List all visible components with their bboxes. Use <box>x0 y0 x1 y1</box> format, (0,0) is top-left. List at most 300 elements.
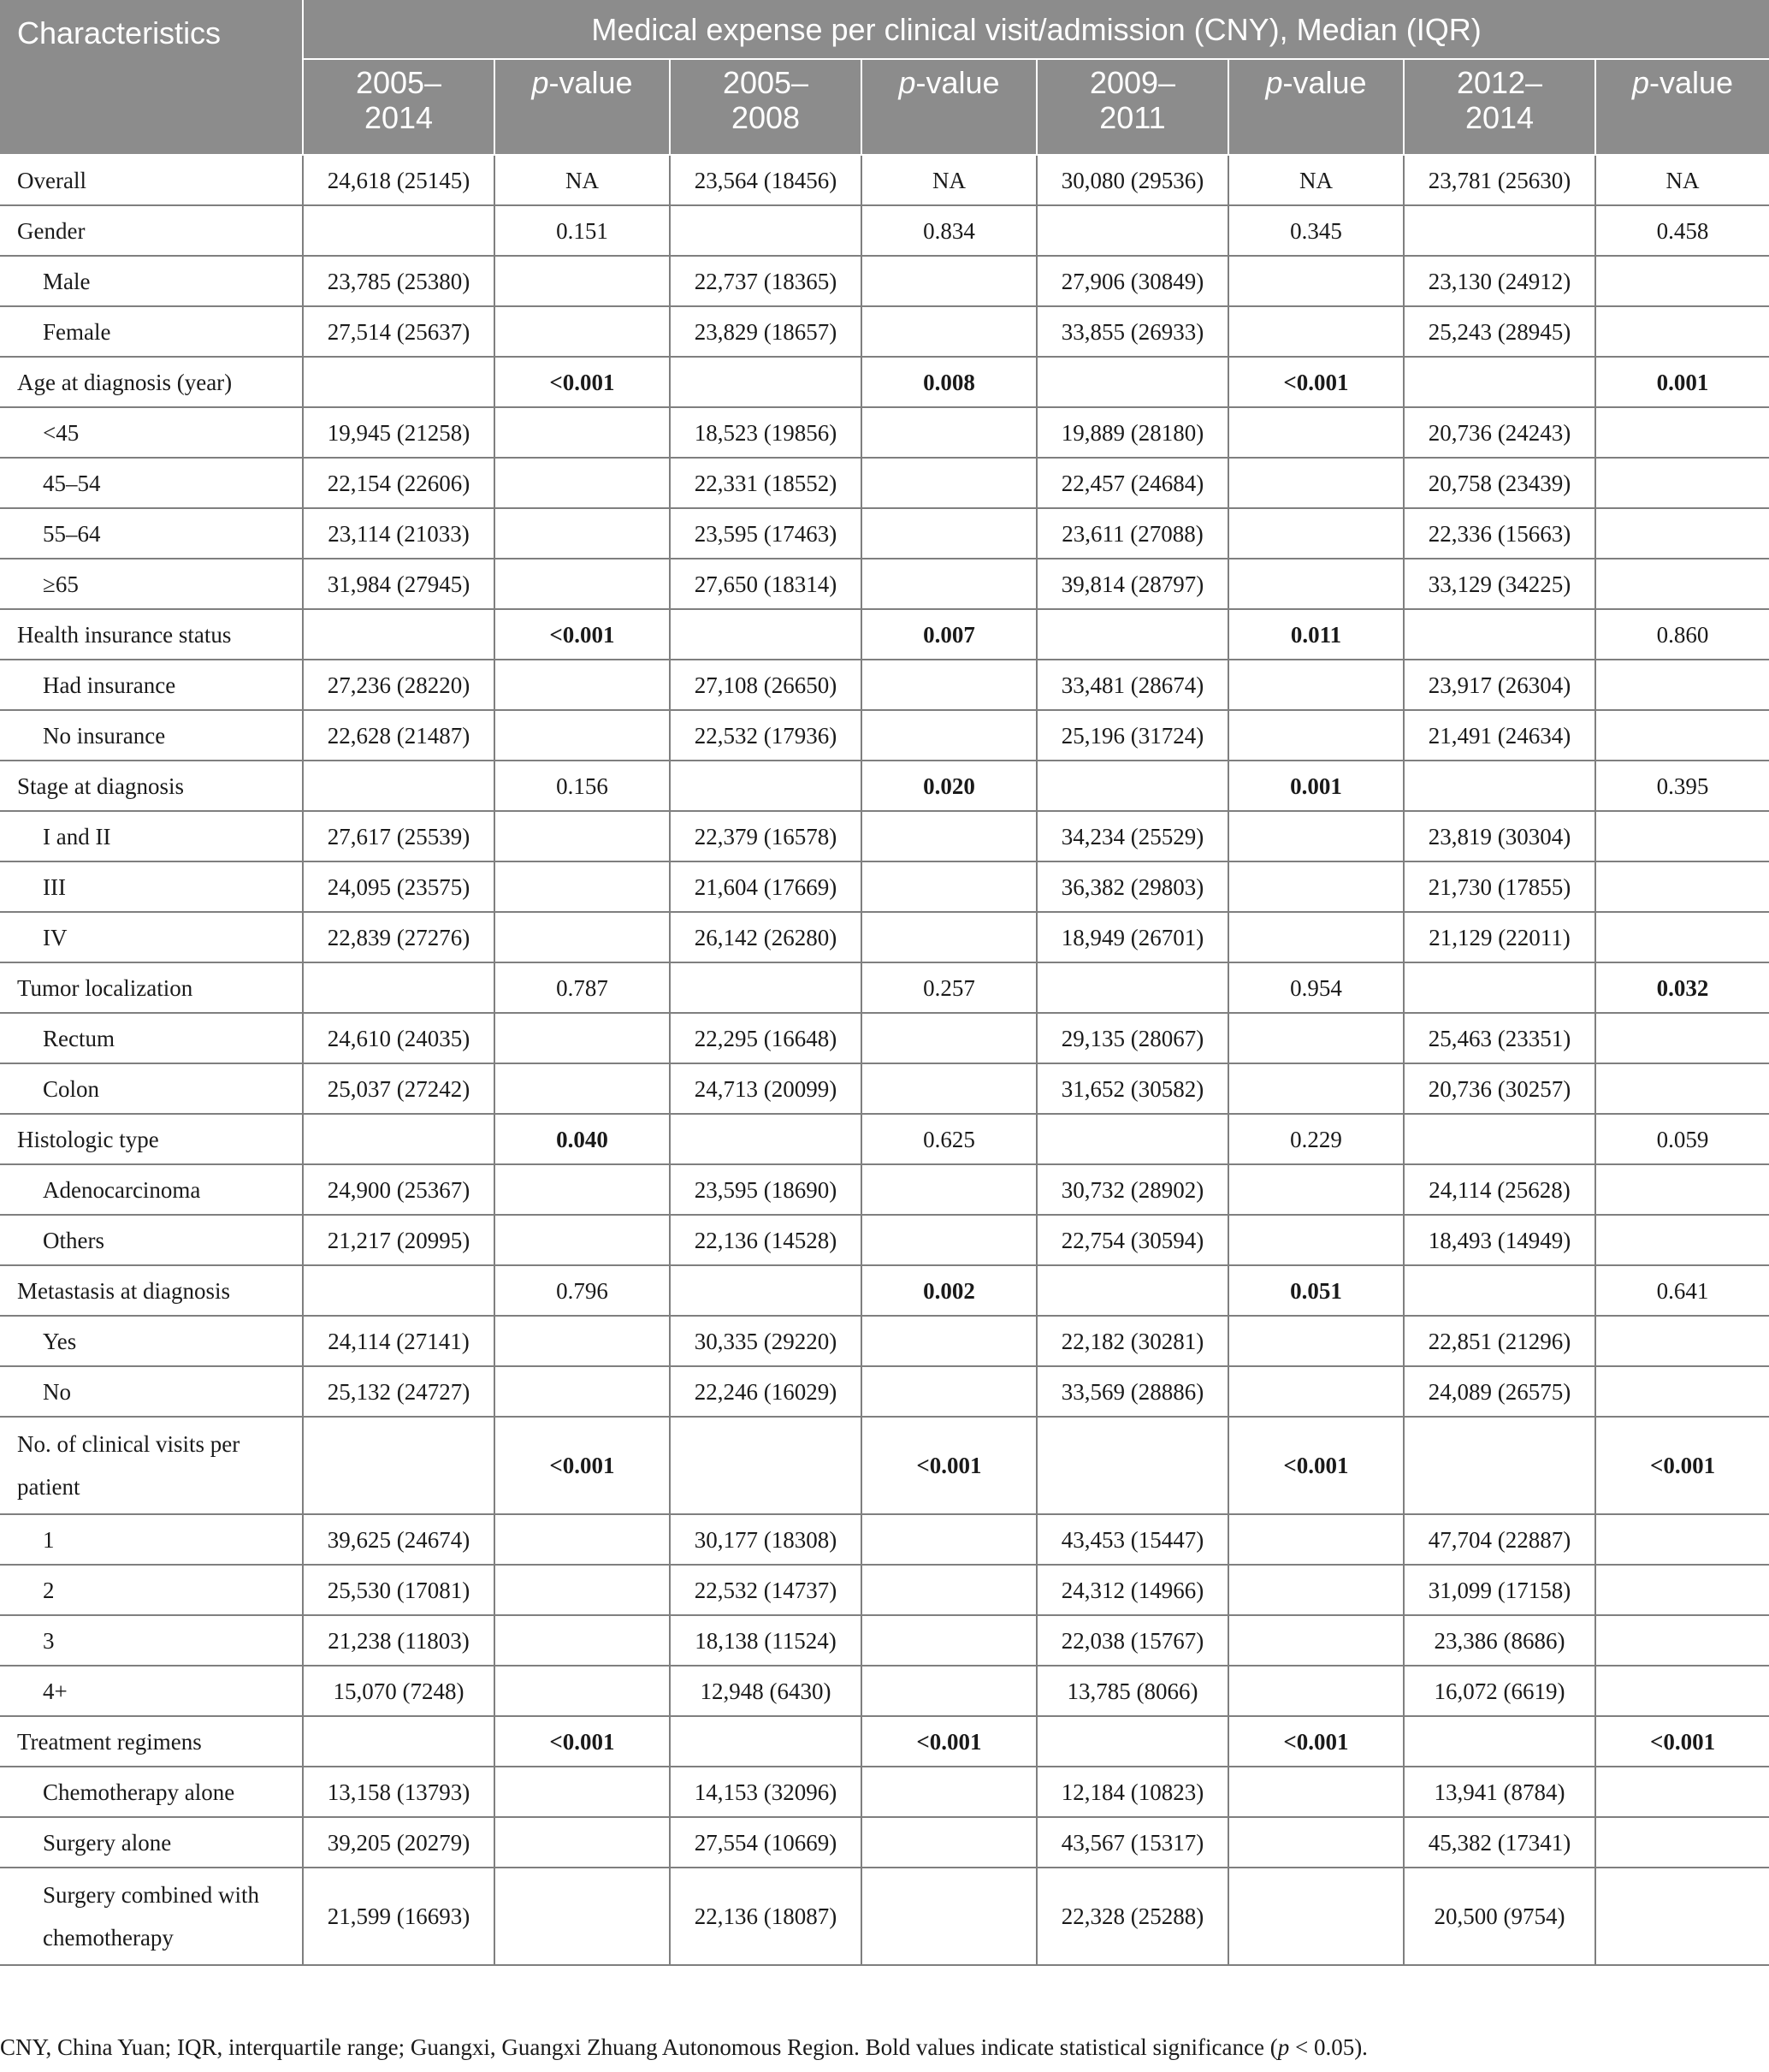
p-value-cell: 0.954 <box>1228 962 1404 1013</box>
expense-cell <box>1404 962 1595 1013</box>
expense-cell: 22,532 (14737) <box>670 1565 861 1615</box>
row-label: Stage at diagnosis <box>0 761 303 811</box>
expense-cell <box>1037 1417 1228 1514</box>
p-value-cell <box>861 1013 1037 1063</box>
p-value-cell <box>1595 458 1769 508</box>
table-row <box>0 1417 1769 1514</box>
p-value-cell <box>1595 559 1769 609</box>
expense-cell: 27,236 (28220) <box>303 660 494 710</box>
p-value-cell <box>861 811 1037 861</box>
p-value-cell <box>494 1615 670 1666</box>
p-value-cell <box>861 1615 1037 1666</box>
significant-p-value: <0.001 <box>1283 1728 1349 1755</box>
table-footnote: CNY, China Yuan; IQR, interquartile range; Guangxi, Guangxi Zhuang Autonomous Region. Bold values indicate statistical significance (p < 0.05). <box>0 2034 1368 2060</box>
significant-p-value: <0.001 <box>549 369 615 395</box>
p-value-cell: 0.641 <box>1595 1265 1769 1316</box>
significant-p-value: 0.008 <box>923 369 975 395</box>
expense-cell: 18,523 (19856) <box>670 407 861 458</box>
significant-p-value: 0.032 <box>1656 974 1709 1001</box>
p-value-cell <box>1228 1716 1404 1767</box>
expense-cell: 22,839 (27276) <box>303 912 494 962</box>
table-row <box>0 1215 1769 1265</box>
expense-cell: 22,737 (18365) <box>670 256 861 306</box>
significant-p-value: <0.001 <box>916 1453 982 1478</box>
significant-p-value: 0.007 <box>923 621 975 648</box>
expense-cell <box>303 609 494 660</box>
p-value-cell <box>1595 1366 1769 1417</box>
expense-cell <box>1404 609 1595 660</box>
expense-cell: 22,336 (15663) <box>1404 508 1595 559</box>
p-value-cell <box>1595 1767 1769 1817</box>
expense-cell: 22,038 (15767) <box>1037 1615 1228 1666</box>
expense-cell <box>1037 761 1228 811</box>
row-label: ≥65 <box>0 559 303 609</box>
expense-cell: 22,328 (25288) <box>1037 1868 1228 1965</box>
expense-cell: 21,599 (16693) <box>303 1868 494 1965</box>
expense-cell: 23,595 (18690) <box>670 1164 861 1215</box>
expense-cell: 47,704 (22887) <box>1404 1514 1595 1565</box>
p-value-cell <box>1228 1316 1404 1366</box>
table-row <box>0 1265 1769 1316</box>
expense-cell: 22,379 (16578) <box>670 811 861 861</box>
expense-cell: 33,569 (28886) <box>1037 1366 1228 1417</box>
expense-cell: 33,129 (34225) <box>1404 559 1595 609</box>
table-row <box>0 912 1769 962</box>
expense-cell <box>1404 761 1595 811</box>
expense-cell: 21,238 (11803) <box>303 1615 494 1666</box>
row-label: Chemotherapy alone <box>0 1767 303 1817</box>
significant-p-value: <0.001 <box>916 1728 982 1755</box>
significant-p-value: <0.001 <box>1283 369 1349 395</box>
expense-cell: 22,331 (18552) <box>670 458 861 508</box>
expense-cell: 22,295 (16648) <box>670 1013 861 1063</box>
p-value-cell <box>1228 609 1404 660</box>
p-value-cell <box>1595 407 1769 458</box>
p-value-cell <box>1595 861 1769 912</box>
expense-cell: 23,819 (30304) <box>1404 811 1595 861</box>
expense-cell <box>670 761 861 811</box>
p-value-cell <box>494 357 670 407</box>
p-value-cell <box>494 1114 670 1164</box>
expense-cell <box>1037 205 1228 256</box>
expense-cell: 20,500 (9754) <box>1404 1868 1595 1965</box>
p-value-cell: 0.156 <box>494 761 670 811</box>
expense-cell: 21,217 (20995) <box>303 1215 494 1265</box>
table-row <box>0 1114 1769 1164</box>
expense-cell <box>1037 1716 1228 1767</box>
expense-cell: 24,114 (27141) <box>303 1316 494 1366</box>
expense-cell: 30,080 (29536) <box>1037 155 1228 205</box>
period-header-2009-2011: 2009– 2011 <box>1037 59 1228 155</box>
expense-cell <box>303 357 494 407</box>
expense-cell <box>670 962 861 1013</box>
p-value-cell <box>1228 256 1404 306</box>
table-row <box>0 1868 1769 1965</box>
p-value-cell <box>1595 306 1769 357</box>
p-value-cell <box>1595 660 1769 710</box>
p-value-cell <box>1595 1565 1769 1615</box>
p-value-cell: 0.860 <box>1595 609 1769 660</box>
p-value-cell <box>1228 1666 1404 1716</box>
table-row <box>0 1565 1769 1615</box>
p-value-cell: 0.458 <box>1595 205 1769 256</box>
p-value-cell <box>861 357 1037 407</box>
row-label: III <box>0 861 303 912</box>
row-label: 4+ <box>0 1666 303 1716</box>
p-value-cell <box>861 1164 1037 1215</box>
row-label: No insurance <box>0 710 303 761</box>
table-row <box>0 205 1769 256</box>
expense-cell: 14,153 (32096) <box>670 1767 861 1817</box>
p-value-header: p-value <box>861 59 1037 155</box>
expense-cell: 31,984 (27945) <box>303 559 494 609</box>
table-row <box>0 962 1769 1013</box>
table-row <box>0 1716 1769 1767</box>
p-value-cell: 0.059 <box>1595 1114 1769 1164</box>
p-value-cell <box>1228 306 1404 357</box>
p-value-cell <box>1595 357 1769 407</box>
expense-cell: 27,906 (30849) <box>1037 256 1228 306</box>
expense-cell: 31,652 (30582) <box>1037 1063 1228 1114</box>
p-value-cell <box>494 1868 670 1965</box>
row-label: Female <box>0 306 303 357</box>
table-row <box>0 1514 1769 1565</box>
p-value-cell <box>1595 1013 1769 1063</box>
p-value-cell: 0.257 <box>861 962 1037 1013</box>
expense-cell: 30,177 (18308) <box>670 1514 861 1565</box>
p-value-cell <box>1228 1366 1404 1417</box>
expense-cell <box>1404 357 1595 407</box>
table-row <box>0 761 1769 811</box>
expense-cell: 13,941 (8784) <box>1404 1767 1595 1817</box>
expense-cell: 18,138 (11524) <box>670 1615 861 1666</box>
row-label: Surgery combined with chemotherapy <box>0 1868 303 1965</box>
table-row <box>0 508 1769 559</box>
p-value-cell <box>861 609 1037 660</box>
row-label: Surgery alone <box>0 1817 303 1868</box>
expense-cell: 18,493 (14949) <box>1404 1215 1595 1265</box>
expense-cell: 24,095 (23575) <box>303 861 494 912</box>
p-value-cell <box>861 1265 1037 1316</box>
expense-cell: 19,945 (21258) <box>303 407 494 458</box>
p-value-cell <box>494 1565 670 1615</box>
p-value-cell <box>494 407 670 458</box>
p-value-cell <box>1228 458 1404 508</box>
expense-cell <box>303 205 494 256</box>
expense-cell: 25,037 (27242) <box>303 1063 494 1114</box>
row-label: Had insurance <box>0 660 303 710</box>
p-value-cell: NA <box>1228 155 1404 205</box>
p-value-cell <box>494 1716 670 1767</box>
p-value-cell <box>861 407 1037 458</box>
p-value-cell <box>1228 1514 1404 1565</box>
p-value-cell <box>494 912 670 962</box>
table-row <box>0 1316 1769 1366</box>
p-value-cell <box>1228 912 1404 962</box>
p-value-cell <box>1595 1817 1769 1868</box>
table-row <box>0 660 1769 710</box>
expense-cell <box>670 1114 861 1164</box>
p-value-cell <box>494 1366 670 1417</box>
period-header-2005-2014: 2005– 2014 <box>303 59 494 155</box>
p-value-cell <box>861 1666 1037 1716</box>
significant-p-value: 0.001 <box>1290 773 1342 799</box>
row-label: Histologic type <box>0 1114 303 1164</box>
significant-p-value: <0.001 <box>549 621 615 648</box>
table-row <box>0 1615 1769 1666</box>
p-value-cell <box>494 1767 670 1817</box>
row-label: Yes <box>0 1316 303 1366</box>
p-value-cell <box>1228 1767 1404 1817</box>
p-value-cell <box>861 710 1037 761</box>
p-value-cell <box>861 1716 1037 1767</box>
expense-cell: 24,900 (25367) <box>303 1164 494 1215</box>
significant-p-value: <0.001 <box>549 1453 615 1478</box>
expense-cell: 23,114 (21033) <box>303 508 494 559</box>
p-value-cell <box>1595 1063 1769 1114</box>
p-value-cell <box>861 306 1037 357</box>
expense-cell: 30,335 (29220) <box>670 1316 861 1366</box>
characteristics-header: Characteristics <box>0 0 303 155</box>
expense-cell: 12,948 (6430) <box>670 1666 861 1716</box>
p-value-cell: 0.229 <box>1228 1114 1404 1164</box>
p-value-cell <box>1228 559 1404 609</box>
p-value-cell <box>1228 407 1404 458</box>
expense-cell <box>1037 1114 1228 1164</box>
expense-cell: 15,070 (7248) <box>303 1666 494 1716</box>
p-value-cell <box>1228 1565 1404 1615</box>
expense-cell <box>1037 609 1228 660</box>
p-value-cell <box>1595 1716 1769 1767</box>
expense-cell: 21,604 (17669) <box>670 861 861 912</box>
p-value-cell <box>494 1316 670 1366</box>
expense-cell <box>1037 357 1228 407</box>
p-value-cell <box>1228 761 1404 811</box>
expense-cell: 39,205 (20279) <box>303 1817 494 1868</box>
row-label: Male <box>0 256 303 306</box>
row-label: 55–64 <box>0 508 303 559</box>
p-value-cell <box>1595 912 1769 962</box>
row-label: Gender <box>0 205 303 256</box>
p-value-cell <box>1228 1164 1404 1215</box>
expense-cell <box>303 1114 494 1164</box>
table-row <box>0 458 1769 508</box>
significant-p-value: 0.051 <box>1290 1277 1342 1304</box>
expense-cell: 24,713 (20099) <box>670 1063 861 1114</box>
p-value-cell <box>494 710 670 761</box>
expense-cell: 24,089 (26575) <box>1404 1366 1595 1417</box>
table-row <box>0 710 1769 761</box>
row-label: 3 <box>0 1615 303 1666</box>
row-label: Health insurance status <box>0 609 303 660</box>
expense-cell: 13,785 (8066) <box>1037 1666 1228 1716</box>
table-header <box>0 0 1769 155</box>
p-value-cell: NA <box>1595 155 1769 205</box>
p-value-cell <box>1228 861 1404 912</box>
p-value-cell <box>494 1417 670 1514</box>
table-row <box>0 1666 1769 1716</box>
table-row <box>0 357 1769 407</box>
expense-cell: 23,386 (8686) <box>1404 1615 1595 1666</box>
p-value-cell <box>1228 660 1404 710</box>
expense-cell: 27,514 (25637) <box>303 306 494 357</box>
p-value-cell <box>494 508 670 559</box>
p-value-cell <box>494 559 670 609</box>
expense-cell: 22,754 (30594) <box>1037 1215 1228 1265</box>
p-value-cell <box>1595 1514 1769 1565</box>
expense-cell: 19,889 (28180) <box>1037 407 1228 458</box>
expense-cell <box>1404 1716 1595 1767</box>
expense-cell: 22,182 (30281) <box>1037 1316 1228 1366</box>
expense-cell: 22,136 (18087) <box>670 1868 861 1965</box>
expense-cell <box>1404 1417 1595 1514</box>
expense-cell: 34,234 (25529) <box>1037 811 1228 861</box>
p-value-cell <box>494 660 670 710</box>
table-row <box>0 407 1769 458</box>
p-value-cell <box>1595 962 1769 1013</box>
row-label: Overall <box>0 155 303 205</box>
expense-cell: 23,564 (18456) <box>670 155 861 205</box>
expense-cell <box>1404 1114 1595 1164</box>
row-label: IV <box>0 912 303 962</box>
row-label: Metastasis at diagnosis <box>0 1265 303 1316</box>
row-label: I and II <box>0 811 303 861</box>
p-value-cell <box>1595 1615 1769 1666</box>
table-row <box>0 1817 1769 1868</box>
row-label: Colon <box>0 1063 303 1114</box>
significant-p-value: 0.002 <box>923 1277 975 1304</box>
p-value-cell <box>861 1767 1037 1817</box>
p-value-cell <box>1228 710 1404 761</box>
row-label: Others <box>0 1215 303 1265</box>
row-label: 1 <box>0 1514 303 1565</box>
p-value-cell <box>494 1013 670 1063</box>
p-value-cell <box>861 256 1037 306</box>
expense-cell: 23,829 (18657) <box>670 306 861 357</box>
expense-cell: 16,072 (6619) <box>1404 1666 1595 1716</box>
table-row <box>0 155 1769 205</box>
expense-cell: 43,453 (15447) <box>1037 1514 1228 1565</box>
p-value-cell <box>494 256 670 306</box>
expense-cell: 20,736 (24243) <box>1404 407 1595 458</box>
table-row <box>0 609 1769 660</box>
p-value-cell <box>1228 1615 1404 1666</box>
expense-cell: 21,491 (24634) <box>1404 710 1595 761</box>
expense-cell: 25,243 (28945) <box>1404 306 1595 357</box>
p-value-cell <box>1228 1817 1404 1868</box>
table-row <box>0 559 1769 609</box>
p-value-cell: NA <box>861 155 1037 205</box>
p-value-cell: 0.151 <box>494 205 670 256</box>
p-value-cell <box>861 1565 1037 1615</box>
period-header-2012-2014: 2012– 2014 <box>1404 59 1595 155</box>
expense-cell: 22,246 (16029) <box>670 1366 861 1417</box>
p-value-cell <box>861 508 1037 559</box>
significant-p-value: 0.011 <box>1290 621 1342 648</box>
p-value-cell <box>1228 357 1404 407</box>
expense-cell: 36,382 (29803) <box>1037 861 1228 912</box>
p-value-cell <box>861 1417 1037 1514</box>
expense-cell: 23,917 (26304) <box>1404 660 1595 710</box>
table-row <box>0 1366 1769 1417</box>
p-value-cell <box>1595 1164 1769 1215</box>
expense-cell <box>303 1265 494 1316</box>
row-label: Treatment regimens <box>0 1716 303 1767</box>
row-label: Tumor localization <box>0 962 303 1013</box>
p-value-cell <box>1595 1316 1769 1366</box>
expense-cell: 39,814 (28797) <box>1037 559 1228 609</box>
p-value-cell <box>494 1215 670 1265</box>
expense-cell: 25,132 (24727) <box>303 1366 494 1417</box>
row-label: Rectum <box>0 1013 303 1063</box>
expense-cell: 20,758 (23439) <box>1404 458 1595 508</box>
table-body <box>0 155 1769 1965</box>
period-header-2005-2008: 2005– 2008 <box>670 59 861 155</box>
p-value-cell: 0.787 <box>494 962 670 1013</box>
p-value-cell <box>1228 1013 1404 1063</box>
p-value-cell: 0.395 <box>1595 761 1769 811</box>
expense-cell: 22,457 (24684) <box>1037 458 1228 508</box>
expense-cell: 22,628 (21487) <box>303 710 494 761</box>
table-row <box>0 306 1769 357</box>
p-value-cell: 0.834 <box>861 205 1037 256</box>
p-value-cell <box>861 1366 1037 1417</box>
expense-cell: 24,618 (25145) <box>303 155 494 205</box>
p-value-cell: 0.345 <box>1228 205 1404 256</box>
p-value-cell <box>1228 1868 1404 1965</box>
expense-cell: 27,108 (26650) <box>670 660 861 710</box>
p-value-cell <box>494 609 670 660</box>
p-value-cell <box>861 458 1037 508</box>
significant-p-value: 0.040 <box>556 1126 608 1152</box>
expense-cell: 24,312 (14966) <box>1037 1565 1228 1615</box>
p-value-cell <box>1595 710 1769 761</box>
expense-cell: 22,532 (17936) <box>670 710 861 761</box>
p-value-cell <box>861 912 1037 962</box>
p-value-cell <box>1595 811 1769 861</box>
p-value-header: p-value <box>1595 59 1769 155</box>
p-value-cell <box>494 1514 670 1565</box>
p-value-header: p-value <box>1228 59 1404 155</box>
expense-cell: 27,650 (18314) <box>670 559 861 609</box>
p-value-cell <box>861 1868 1037 1965</box>
p-value-cell <box>1228 811 1404 861</box>
table-row <box>0 811 1769 861</box>
p-value-cell <box>1595 1215 1769 1265</box>
p-value-cell <box>1595 1666 1769 1716</box>
expense-cell: 43,567 (15317) <box>1037 1817 1228 1868</box>
p-value-cell <box>1595 1417 1769 1514</box>
expense-cell <box>303 1417 494 1514</box>
p-value-cell <box>494 306 670 357</box>
significant-p-value: <0.001 <box>1649 1453 1716 1478</box>
expense-cell: 25,530 (17081) <box>303 1565 494 1615</box>
expense-cell: 31,099 (17158) <box>1404 1565 1595 1615</box>
expense-cell: 45,382 (17341) <box>1404 1817 1595 1868</box>
p-value-cell <box>494 1666 670 1716</box>
expense-cell: 22,851 (21296) <box>1404 1316 1595 1366</box>
expense-cell <box>303 1716 494 1767</box>
expense-cell: 23,595 (17463) <box>670 508 861 559</box>
p-value-cell <box>494 1817 670 1868</box>
p-value-cell <box>861 660 1037 710</box>
expense-cell: 23,781 (25630) <box>1404 155 1595 205</box>
p-value-cell: 0.796 <box>494 1265 670 1316</box>
expense-cell: 23,130 (24912) <box>1404 256 1595 306</box>
significant-p-value: <0.001 <box>549 1728 615 1755</box>
expense-cell: 23,785 (25380) <box>303 256 494 306</box>
significant-p-value: <0.001 <box>1649 1728 1716 1755</box>
